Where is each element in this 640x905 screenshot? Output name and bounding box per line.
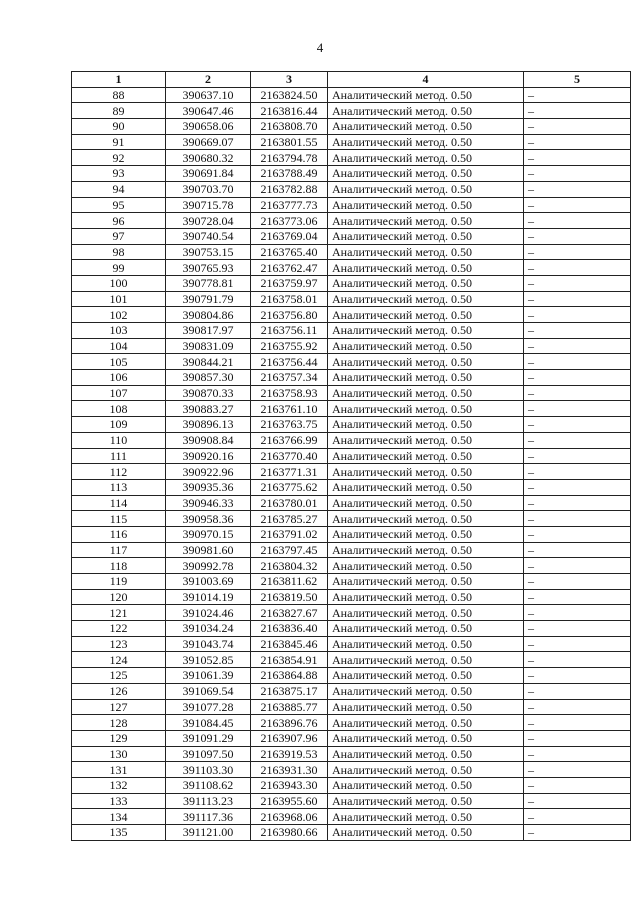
point-number-cell: 90	[72, 119, 166, 135]
point-number-cell: 131	[72, 762, 166, 778]
table-row	[72, 542, 631, 558]
note-cell: –	[524, 715, 631, 731]
y-coordinate-cell: 2163968.06	[251, 809, 328, 825]
point-number-cell: 116	[72, 526, 166, 542]
method-cell: Аналитический метод. 0.50	[328, 417, 524, 433]
note-cell: –	[524, 762, 631, 778]
point-number-cell: 130	[72, 746, 166, 762]
note-cell: –	[524, 275, 631, 291]
note-cell: –	[524, 809, 631, 825]
table-row	[72, 464, 631, 480]
table-row	[72, 417, 631, 433]
table-row	[72, 699, 631, 715]
x-coordinate-cell: 391077.28	[166, 699, 251, 715]
x-coordinate-cell: 390753.15	[166, 244, 251, 260]
x-coordinate-cell: 391091.29	[166, 730, 251, 746]
method-cell: Аналитический метод. 0.50	[328, 260, 524, 276]
note-cell: –	[524, 558, 631, 574]
point-number-cell: 133	[72, 793, 166, 809]
y-coordinate-cell: 2163804.32	[251, 558, 328, 574]
table-row	[72, 511, 631, 527]
x-coordinate-cell: 390844.21	[166, 354, 251, 370]
note-cell: –	[524, 464, 631, 480]
x-coordinate-cell: 390817.97	[166, 323, 251, 339]
table-header-row	[72, 72, 631, 88]
y-coordinate-cell: 2163762.47	[251, 260, 328, 276]
method-cell: Аналитический метод. 0.50	[328, 762, 524, 778]
table-row	[72, 479, 631, 495]
y-coordinate-cell: 2163771.31	[251, 464, 328, 480]
table-row	[72, 87, 631, 103]
method-cell: Аналитический метод. 0.50	[328, 338, 524, 354]
point-number-cell: 127	[72, 699, 166, 715]
y-coordinate-cell: 2163773.06	[251, 213, 328, 229]
note-cell: –	[524, 793, 631, 809]
point-number-cell: 118	[72, 558, 166, 574]
note-cell: –	[524, 181, 631, 197]
x-coordinate-cell: 391108.62	[166, 777, 251, 793]
method-cell: Аналитический метод. 0.50	[328, 699, 524, 715]
point-number-cell: 107	[72, 385, 166, 401]
y-coordinate-cell: 2163896.76	[251, 715, 328, 731]
point-number-cell: 92	[72, 150, 166, 166]
point-number-cell: 89	[72, 103, 166, 119]
y-coordinate-cell: 2163756.80	[251, 307, 328, 323]
table-row	[72, 526, 631, 542]
x-coordinate-cell: 390740.54	[166, 228, 251, 244]
x-coordinate-cell: 390765.93	[166, 260, 251, 276]
x-coordinate-cell: 390804.86	[166, 307, 251, 323]
column-header-2: 2	[166, 72, 251, 88]
coordinates-table	[71, 71, 631, 841]
table-row	[72, 150, 631, 166]
table-row	[72, 197, 631, 213]
y-coordinate-cell: 2163811.62	[251, 574, 328, 590]
x-coordinate-cell: 391103.30	[166, 762, 251, 778]
method-cell: Аналитический метод. 0.50	[328, 307, 524, 323]
x-coordinate-cell: 390908.84	[166, 432, 251, 448]
method-cell: Аналитический метод. 0.50	[328, 197, 524, 213]
point-number-cell: 95	[72, 197, 166, 213]
note-cell: –	[524, 683, 631, 699]
x-coordinate-cell: 390791.79	[166, 291, 251, 307]
note-cell: –	[524, 370, 631, 386]
x-coordinate-cell: 391113.23	[166, 793, 251, 809]
method-cell: Аналитический метод. 0.50	[328, 166, 524, 182]
note-cell: –	[524, 479, 631, 495]
method-cell: Аналитический метод. 0.50	[328, 730, 524, 746]
note-cell: –	[524, 777, 631, 793]
note-cell: –	[524, 213, 631, 229]
note-cell: –	[524, 542, 631, 558]
table-row	[72, 244, 631, 260]
y-coordinate-cell: 2163763.75	[251, 417, 328, 433]
method-cell: Аналитический метод. 0.50	[328, 87, 524, 103]
x-coordinate-cell: 390778.81	[166, 275, 251, 291]
table-row	[72, 715, 631, 731]
y-coordinate-cell: 2163801.55	[251, 134, 328, 150]
table-row	[72, 103, 631, 119]
x-coordinate-cell: 390922.96	[166, 464, 251, 480]
method-cell: Аналитический метод. 0.50	[328, 495, 524, 511]
note-cell: –	[524, 166, 631, 182]
column-header-5: 5	[524, 72, 631, 88]
note-cell: –	[524, 574, 631, 590]
note-cell: –	[524, 825, 631, 841]
note-cell: –	[524, 338, 631, 354]
y-coordinate-cell: 2163791.02	[251, 526, 328, 542]
x-coordinate-cell: 390896.13	[166, 417, 251, 433]
y-coordinate-cell: 2163757.34	[251, 370, 328, 386]
x-coordinate-cell: 391084.45	[166, 715, 251, 731]
column-header-4: 4	[328, 72, 524, 88]
y-coordinate-cell: 2163782.88	[251, 181, 328, 197]
note-cell: –	[524, 197, 631, 213]
x-coordinate-cell: 391061.39	[166, 668, 251, 684]
table-row	[72, 762, 631, 778]
note-cell: –	[524, 668, 631, 684]
point-number-cell: 128	[72, 715, 166, 731]
method-cell: Аналитический метод. 0.50	[328, 636, 524, 652]
y-coordinate-cell: 2163845.46	[251, 636, 328, 652]
table-row	[72, 652, 631, 668]
x-coordinate-cell: 390728.04	[166, 213, 251, 229]
table-row	[72, 448, 631, 464]
point-number-cell: 124	[72, 652, 166, 668]
table-row	[72, 181, 631, 197]
note-cell: –	[524, 260, 631, 276]
note-cell: –	[524, 432, 631, 448]
point-number-cell: 135	[72, 825, 166, 841]
point-number-cell: 126	[72, 683, 166, 699]
method-cell: Аналитический метод. 0.50	[328, 542, 524, 558]
point-number-cell: 117	[72, 542, 166, 558]
point-number-cell: 100	[72, 275, 166, 291]
note-cell: –	[524, 605, 631, 621]
table-row	[72, 228, 631, 244]
table-row	[72, 809, 631, 825]
table-row	[72, 370, 631, 386]
x-coordinate-cell: 391052.85	[166, 652, 251, 668]
point-number-cell: 104	[72, 338, 166, 354]
y-coordinate-cell: 2163907.96	[251, 730, 328, 746]
y-coordinate-cell: 2163759.97	[251, 275, 328, 291]
x-coordinate-cell: 390715.78	[166, 197, 251, 213]
point-number-cell: 123	[72, 636, 166, 652]
y-coordinate-cell: 2163766.99	[251, 432, 328, 448]
y-coordinate-cell: 2163931.30	[251, 762, 328, 778]
note-cell: –	[524, 621, 631, 637]
y-coordinate-cell: 2163769.04	[251, 228, 328, 244]
y-coordinate-cell: 2163761.10	[251, 401, 328, 417]
note-cell: –	[524, 134, 631, 150]
point-number-cell: 113	[72, 479, 166, 495]
x-coordinate-cell: 391069.54	[166, 683, 251, 699]
table-row	[72, 730, 631, 746]
method-cell: Аналитический метод. 0.50	[328, 354, 524, 370]
method-cell: Аналитический метод. 0.50	[328, 479, 524, 495]
point-number-cell: 106	[72, 370, 166, 386]
table-row	[72, 134, 631, 150]
note-cell: –	[524, 228, 631, 244]
x-coordinate-cell: 390647.46	[166, 103, 251, 119]
x-coordinate-cell: 390669.07	[166, 134, 251, 150]
column-header-1: 1	[72, 72, 166, 88]
point-number-cell: 119	[72, 574, 166, 590]
y-coordinate-cell: 2163780.01	[251, 495, 328, 511]
table-row	[72, 213, 631, 229]
x-coordinate-cell: 390958.36	[166, 511, 251, 527]
table-row	[72, 574, 631, 590]
point-number-cell: 132	[72, 777, 166, 793]
table-row	[72, 323, 631, 339]
method-cell: Аналитический метод. 0.50	[328, 589, 524, 605]
y-coordinate-cell: 2163794.78	[251, 150, 328, 166]
note-cell: –	[524, 495, 631, 511]
method-cell: Аналитический метод. 0.50	[328, 103, 524, 119]
note-cell: –	[524, 354, 631, 370]
method-cell: Аналитический метод. 0.50	[328, 825, 524, 841]
point-number-cell: 112	[72, 464, 166, 480]
x-coordinate-cell: 390920.16	[166, 448, 251, 464]
note-cell: –	[524, 652, 631, 668]
method-cell: Аналитический метод. 0.50	[328, 228, 524, 244]
y-coordinate-cell: 2163756.11	[251, 323, 328, 339]
x-coordinate-cell: 390946.33	[166, 495, 251, 511]
point-number-cell: 134	[72, 809, 166, 825]
method-cell: Аналитический метод. 0.50	[328, 244, 524, 260]
x-coordinate-cell: 391003.69	[166, 574, 251, 590]
note-cell: –	[524, 636, 631, 652]
note-cell: –	[524, 730, 631, 746]
method-cell: Аналитический метод. 0.50	[328, 793, 524, 809]
note-cell: –	[524, 307, 631, 323]
note-cell: –	[524, 291, 631, 307]
table-row	[72, 558, 631, 574]
point-number-cell: 97	[72, 228, 166, 244]
x-coordinate-cell: 390680.32	[166, 150, 251, 166]
y-coordinate-cell: 2163824.50	[251, 87, 328, 103]
y-coordinate-cell: 2163777.73	[251, 197, 328, 213]
y-coordinate-cell: 2163785.27	[251, 511, 328, 527]
table-row	[72, 605, 631, 621]
method-cell: Аналитический метод. 0.50	[328, 432, 524, 448]
point-number-cell: 114	[72, 495, 166, 511]
method-cell: Аналитический метод. 0.50	[328, 119, 524, 135]
point-number-cell: 88	[72, 87, 166, 103]
method-cell: Аналитический метод. 0.50	[328, 621, 524, 637]
point-number-cell: 91	[72, 134, 166, 150]
x-coordinate-cell: 391121.00	[166, 825, 251, 841]
method-cell: Аналитический метод. 0.50	[328, 668, 524, 684]
y-coordinate-cell: 2163788.49	[251, 166, 328, 182]
point-number-cell: 129	[72, 730, 166, 746]
y-coordinate-cell: 2163808.70	[251, 119, 328, 135]
table-row	[72, 275, 631, 291]
note-cell: –	[524, 87, 631, 103]
y-coordinate-cell: 2163758.01	[251, 291, 328, 307]
y-coordinate-cell: 2163919.53	[251, 746, 328, 762]
y-coordinate-cell: 2163875.17	[251, 683, 328, 699]
y-coordinate-cell: 2163756.44	[251, 354, 328, 370]
method-cell: Аналитический метод. 0.50	[328, 275, 524, 291]
point-number-cell: 108	[72, 401, 166, 417]
method-cell: Аналитический метод. 0.50	[328, 370, 524, 386]
table-row	[72, 825, 631, 841]
point-number-cell: 110	[72, 432, 166, 448]
note-cell: –	[524, 417, 631, 433]
table-row	[72, 495, 631, 511]
note-cell: –	[524, 526, 631, 542]
x-coordinate-cell: 391097.50	[166, 746, 251, 762]
y-coordinate-cell: 2163836.40	[251, 621, 328, 637]
method-cell: Аналитический метод. 0.50	[328, 291, 524, 307]
x-coordinate-cell: 390857.30	[166, 370, 251, 386]
method-cell: Аналитический метод. 0.50	[328, 777, 524, 793]
note-cell: –	[524, 385, 631, 401]
method-cell: Аналитический метод. 0.50	[328, 526, 524, 542]
note-cell: –	[524, 401, 631, 417]
y-coordinate-cell: 2163980.66	[251, 825, 328, 841]
x-coordinate-cell: 390831.09	[166, 338, 251, 354]
point-number-cell: 115	[72, 511, 166, 527]
x-coordinate-cell: 390703.70	[166, 181, 251, 197]
note-cell: –	[524, 589, 631, 605]
point-number-cell: 121	[72, 605, 166, 621]
column-header-3: 3	[251, 72, 328, 88]
method-cell: Аналитический метод. 0.50	[328, 683, 524, 699]
point-number-cell: 122	[72, 621, 166, 637]
x-coordinate-cell: 390935.36	[166, 479, 251, 495]
table-row	[72, 589, 631, 605]
point-number-cell: 125	[72, 668, 166, 684]
table-row	[72, 432, 631, 448]
table-row	[72, 746, 631, 762]
point-number-cell: 103	[72, 323, 166, 339]
x-coordinate-cell: 391014.19	[166, 589, 251, 605]
table-row	[72, 668, 631, 684]
method-cell: Аналитический метод. 0.50	[328, 605, 524, 621]
method-cell: Аналитический метод. 0.50	[328, 574, 524, 590]
y-coordinate-cell: 2163955.60	[251, 793, 328, 809]
point-number-cell: 109	[72, 417, 166, 433]
table-row	[72, 307, 631, 323]
table-row	[72, 291, 631, 307]
point-number-cell: 105	[72, 354, 166, 370]
table-row	[72, 260, 631, 276]
table-row	[72, 354, 631, 370]
point-number-cell: 96	[72, 213, 166, 229]
method-cell: Аналитический метод. 0.50	[328, 746, 524, 762]
page-number: 4	[316, 40, 324, 55]
y-coordinate-cell: 2163854.91	[251, 652, 328, 668]
method-cell: Аналитический метод. 0.50	[328, 558, 524, 574]
y-coordinate-cell: 2163816.44	[251, 103, 328, 119]
x-coordinate-cell: 391024.46	[166, 605, 251, 621]
point-number-cell: 99	[72, 260, 166, 276]
table-row	[72, 338, 631, 354]
y-coordinate-cell: 2163758.93	[251, 385, 328, 401]
y-coordinate-cell: 2163765.40	[251, 244, 328, 260]
y-coordinate-cell: 2163864.88	[251, 668, 328, 684]
x-coordinate-cell: 390883.27	[166, 401, 251, 417]
table-row	[72, 385, 631, 401]
note-cell: –	[524, 103, 631, 119]
method-cell: Аналитический метод. 0.50	[328, 150, 524, 166]
x-coordinate-cell: 391117.36	[166, 809, 251, 825]
point-number-cell: 101	[72, 291, 166, 307]
table-row	[72, 119, 631, 135]
table-row	[72, 777, 631, 793]
x-coordinate-cell: 390970.15	[166, 526, 251, 542]
x-coordinate-cell: 391034.24	[166, 621, 251, 637]
note-cell: –	[524, 244, 631, 260]
x-coordinate-cell: 390637.10	[166, 87, 251, 103]
x-coordinate-cell: 390870.33	[166, 385, 251, 401]
y-coordinate-cell: 2163819.50	[251, 589, 328, 605]
method-cell: Аналитический метод. 0.50	[328, 511, 524, 527]
y-coordinate-cell: 2163885.77	[251, 699, 328, 715]
method-cell: Аналитический метод. 0.50	[328, 448, 524, 464]
point-number-cell: 120	[72, 589, 166, 605]
note-cell: –	[524, 699, 631, 715]
y-coordinate-cell: 2163943.30	[251, 777, 328, 793]
point-number-cell: 98	[72, 244, 166, 260]
table-body	[72, 87, 631, 840]
method-cell: Аналитический метод. 0.50	[328, 134, 524, 150]
method-cell: Аналитический метод. 0.50	[328, 323, 524, 339]
point-number-cell: 94	[72, 181, 166, 197]
y-coordinate-cell: 2163797.45	[251, 542, 328, 558]
table-row	[72, 683, 631, 699]
x-coordinate-cell: 390981.60	[166, 542, 251, 558]
method-cell: Аналитический метод. 0.50	[328, 181, 524, 197]
table-row	[72, 166, 631, 182]
x-coordinate-cell: 390691.84	[166, 166, 251, 182]
note-cell: –	[524, 511, 631, 527]
table-row	[72, 793, 631, 809]
table-row	[72, 621, 631, 637]
note-cell: –	[524, 448, 631, 464]
y-coordinate-cell: 2163770.40	[251, 448, 328, 464]
point-number-cell: 111	[72, 448, 166, 464]
y-coordinate-cell: 2163827.67	[251, 605, 328, 621]
note-cell: –	[524, 323, 631, 339]
method-cell: Аналитический метод. 0.50	[328, 715, 524, 731]
x-coordinate-cell: 391043.74	[166, 636, 251, 652]
y-coordinate-cell: 2163775.62	[251, 479, 328, 495]
note-cell: –	[524, 746, 631, 762]
method-cell: Аналитический метод. 0.50	[328, 809, 524, 825]
method-cell: Аналитический метод. 0.50	[328, 464, 524, 480]
x-coordinate-cell: 390658.06	[166, 119, 251, 135]
method-cell: Аналитический метод. 0.50	[328, 652, 524, 668]
method-cell: Аналитический метод. 0.50	[328, 213, 524, 229]
method-cell: Аналитический метод. 0.50	[328, 385, 524, 401]
note-cell: –	[524, 150, 631, 166]
x-coordinate-cell: 390992.78	[166, 558, 251, 574]
table-row	[72, 636, 631, 652]
point-number-cell: 102	[72, 307, 166, 323]
table-row	[72, 401, 631, 417]
y-coordinate-cell: 2163755.92	[251, 338, 328, 354]
point-number-cell: 93	[72, 166, 166, 182]
note-cell: –	[524, 119, 631, 135]
method-cell: Аналитический метод. 0.50	[328, 401, 524, 417]
